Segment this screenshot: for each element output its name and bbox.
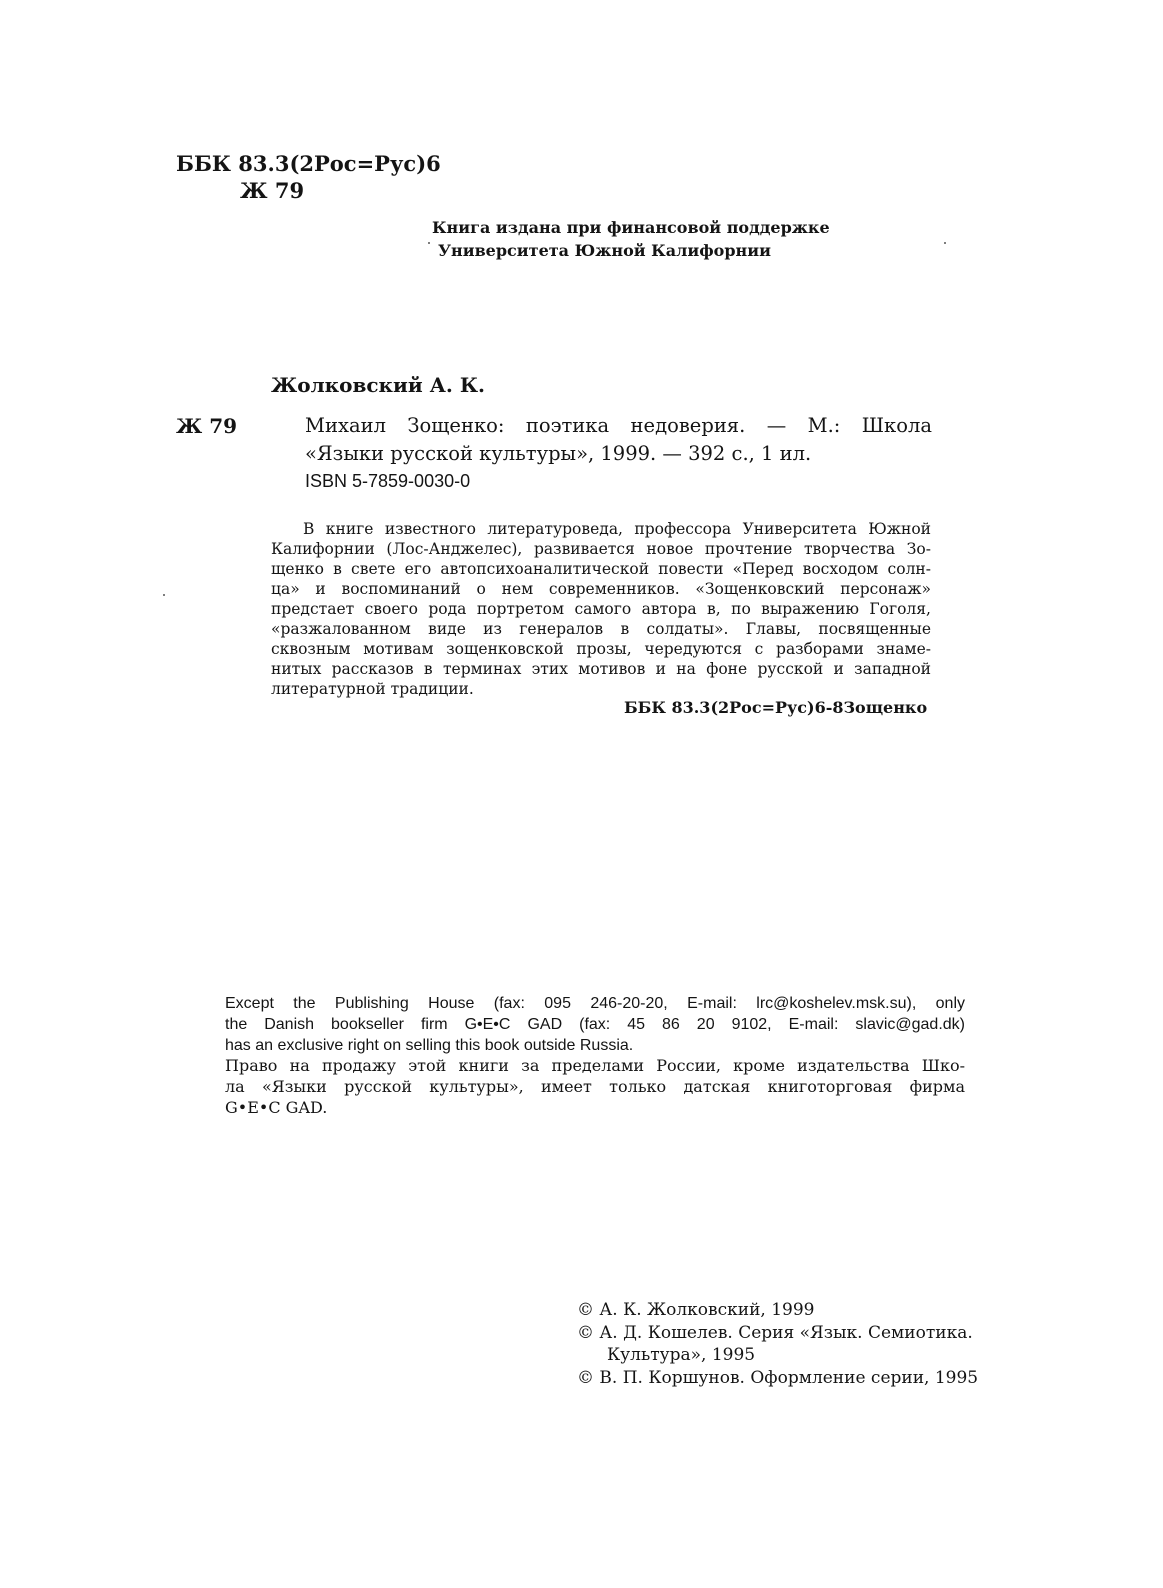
abstract (271, 519, 931, 699)
copyright-line: © В. П. Коршунов. Оформление серии, 1995 (577, 1367, 979, 1388)
isbn: ISBN 5-7859-0030-0 (305, 471, 471, 491)
speck-mark (163, 594, 165, 596)
author-heading: Жолковский А. К. (271, 373, 485, 397)
copyright-line: Культура», 1995 (607, 1345, 756, 1365)
abstract-line: щенко в свете его автопсихоаналитической повести «Перед восходом солн- (271, 560, 931, 578)
abstract-line: «разжалованном виде из генералов в солдаты». Главы, посвященные (271, 620, 931, 638)
funding-note-line: Книга издана при финансовой поддержке (432, 218, 830, 237)
speck-mark (944, 242, 946, 244)
copyright-block (577, 1299, 978, 1389)
export-rights-line: Except the Publishing House (fax: 095 246-20-20, E-mail: lrc@koshelev.msk.su), only (225, 995, 965, 1012)
export-rights-line: has an exclusive right on selling this book outside Russia. (225, 1037, 634, 1054)
funding-note (432, 216, 830, 262)
abstract-line: Калифорнии (Лос-Анджелес), развивается новое прочтение творчества Зо- (271, 540, 931, 558)
copyright-line: © А. К. Жолковский, 1999 (577, 1300, 815, 1320)
export-rights-line: ла «Языки русской культуры», имеет только датская книготорговая фирма (225, 1077, 965, 1096)
abstract-line: сквозным мотивам зощенковской прозы, чередуются с разборами знаме- (271, 640, 931, 658)
bbk-code (176, 150, 441, 204)
abstract-line: литературной традиции. (271, 680, 474, 698)
author-mark-code: Ж 79 (240, 178, 305, 203)
title-description (305, 412, 932, 468)
author-mark: Ж 79 (176, 414, 238, 438)
export-rights-english (225, 993, 965, 1056)
copyright-line: © А. Д. Кошелев. Серия «Язык. Семиотика. (577, 1322, 973, 1343)
abstract-line: нитых рассказов в терминах этих мотивов и на фоне русской и западной (271, 660, 931, 678)
speck-mark (428, 242, 430, 244)
abstract-line: В книге известного литературоведа, профессора Университета Южной (303, 520, 931, 538)
abstract-line: предстает своего рода портретом самого автора в, по выражению Гоголя, (271, 600, 931, 618)
title-description-line: Михаил Зощенко: поэтика недоверия. — М.: Школа (305, 414, 932, 437)
export-rights-line: Право на продажу этой книги за пределами России, кроме издательства Шко- (225, 1056, 965, 1075)
bbk-code-line: ББК 83.3(2Рос=Рус)6 (176, 151, 441, 176)
bbk-full-code: ББК 83.3(2Рос=Рус)6-8Зощенко (624, 698, 928, 717)
export-rights-russian (225, 1055, 965, 1118)
export-rights-line: the Danish bookseller firm G•E•C GAD (fax: 45 86 20 9102, E-mail: slavic@gad.dk) (225, 1016, 965, 1033)
title-description-line: «Языки русской культуры», 1999. — 392 с., 1 ил. (305, 442, 812, 465)
funding-note-line: Университета Южной Калифорнии (438, 241, 771, 260)
export-rights-line: G•E•C GAD. (225, 1098, 328, 1117)
abstract-line: ца» и воспоминаний о нем современников. «Зощенковский персонаж» (271, 580, 931, 598)
